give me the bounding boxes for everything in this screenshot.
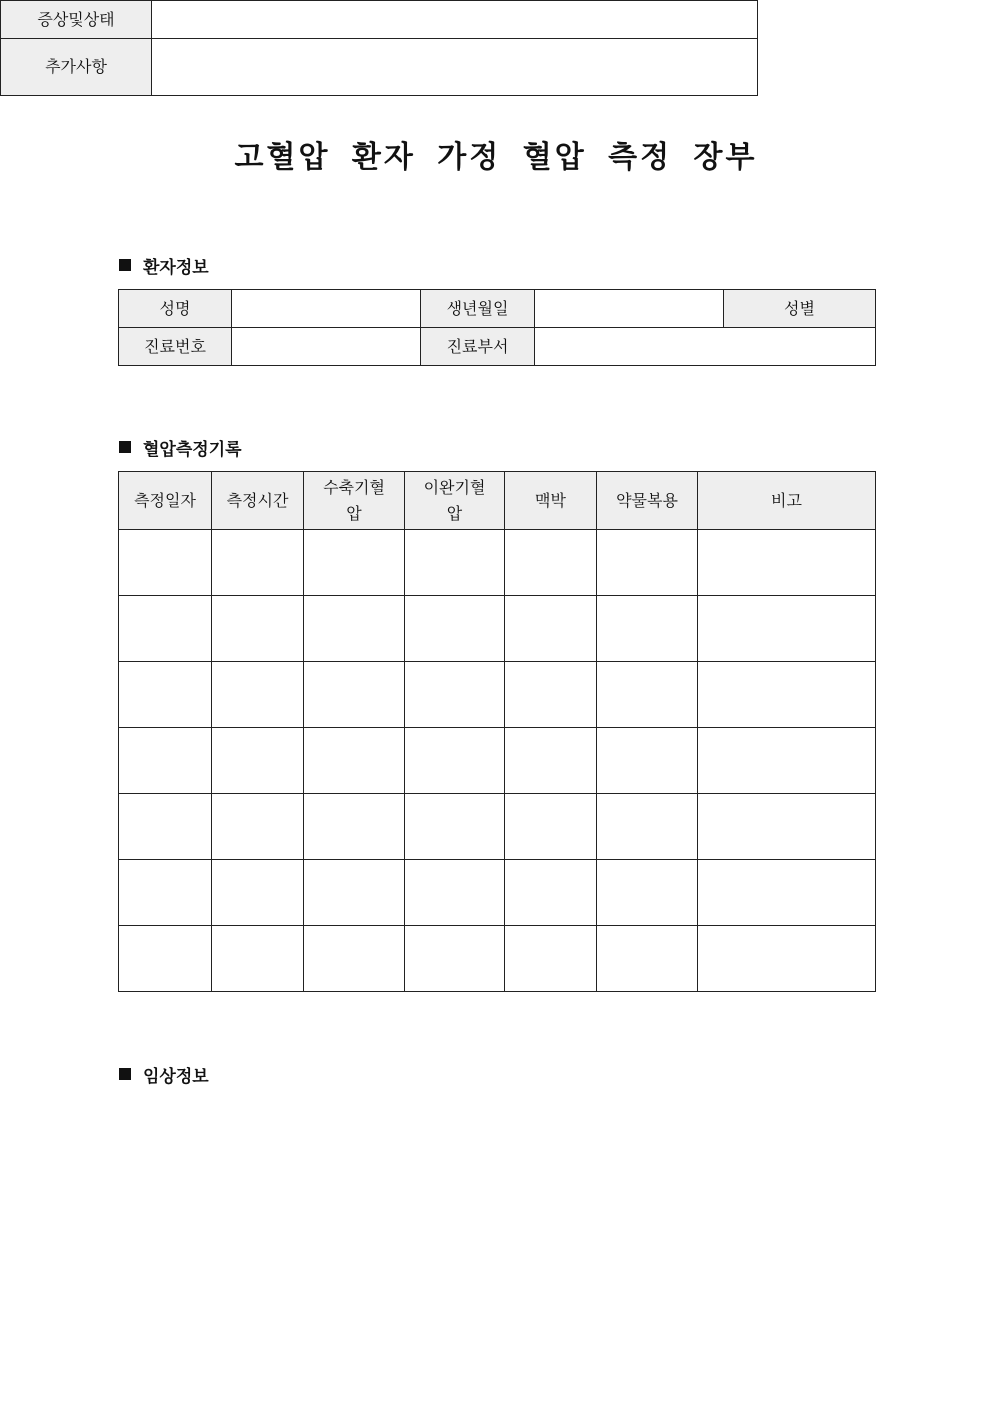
record-cell[interactable]	[304, 860, 405, 926]
bp-section-title: 혈압측정기록	[143, 439, 242, 460]
patient-info-table	[118, 289, 876, 366]
gender-label: 성별	[724, 290, 876, 328]
table-row	[119, 662, 876, 728]
table-row	[119, 596, 876, 662]
patient-section-heading	[119, 253, 209, 277]
department-label: 진료부서	[421, 328, 535, 366]
record-cell[interactable]	[119, 530, 212, 596]
record-cell[interactable]	[119, 794, 212, 860]
record-cell[interactable]	[597, 926, 698, 992]
record-cell[interactable]	[405, 530, 505, 596]
record-cell[interactable]	[304, 662, 405, 728]
name-field[interactable]	[232, 290, 421, 328]
record-cell[interactable]	[119, 596, 212, 662]
record-cell[interactable]	[304, 926, 405, 992]
record-cell[interactable]	[119, 728, 212, 794]
record-cell[interactable]	[212, 860, 304, 926]
notes-label: 추가사항	[1, 39, 152, 96]
record-cell[interactable]	[212, 794, 304, 860]
birth-label: 생년월일	[421, 290, 535, 328]
record-cell[interactable]	[405, 926, 505, 992]
record-cell[interactable]	[119, 860, 212, 926]
record-cell[interactable]	[212, 662, 304, 728]
record-cell[interactable]	[505, 662, 597, 728]
table-row	[119, 926, 876, 992]
record-cell[interactable]	[505, 530, 597, 596]
square-bullet-icon	[119, 1068, 131, 1080]
record-cell[interactable]	[212, 728, 304, 794]
column-header-medication: 약물복용	[597, 472, 698, 530]
record-cell[interactable]	[698, 860, 876, 926]
record-cell[interactable]	[405, 728, 505, 794]
record-cell[interactable]	[698, 728, 876, 794]
record-cell[interactable]	[405, 794, 505, 860]
symptom-label: 증상및상태	[1, 1, 152, 39]
column-header-systolic: 수축기혈압	[304, 472, 405, 530]
record-cell[interactable]	[119, 662, 212, 728]
record-cell[interactable]	[505, 728, 597, 794]
record-cell[interactable]	[405, 860, 505, 926]
record-cell[interactable]	[405, 662, 505, 728]
record-cell[interactable]	[698, 596, 876, 662]
clinical-section-heading	[119, 1062, 209, 1086]
record-cell[interactable]	[597, 794, 698, 860]
record-cell[interactable]	[597, 860, 698, 926]
record-cell[interactable]	[119, 926, 212, 992]
column-header-time: 측정시간	[212, 472, 304, 530]
record-cell[interactable]	[597, 728, 698, 794]
square-bullet-icon	[119, 441, 131, 453]
record-cell[interactable]	[304, 728, 405, 794]
table-row	[119, 728, 876, 794]
column-header-diastolic: 이완기혈압	[405, 472, 505, 530]
record-cell[interactable]	[212, 530, 304, 596]
clinical-info-table	[0, 0, 758, 96]
record-cell[interactable]	[698, 530, 876, 596]
record-cell[interactable]	[698, 794, 876, 860]
name-label: 성명	[119, 290, 232, 328]
record-cell[interactable]	[304, 530, 405, 596]
column-header-date: 측정일자	[119, 472, 212, 530]
symptom-field[interactable]	[152, 1, 758, 39]
record-cell[interactable]	[212, 596, 304, 662]
square-bullet-icon	[119, 259, 131, 271]
table-row	[119, 530, 876, 596]
column-header-pulse: 맥박	[505, 472, 597, 530]
notes-field[interactable]	[152, 39, 758, 96]
record-no-field[interactable]	[232, 328, 421, 366]
clinical-section-title: 임상정보	[143, 1066, 209, 1087]
record-cell[interactable]	[505, 926, 597, 992]
table-row	[119, 794, 876, 860]
column-header-remarks: 비고	[698, 472, 876, 530]
table-row	[119, 860, 876, 926]
bp-section-heading	[119, 435, 242, 459]
record-cell[interactable]	[698, 662, 876, 728]
record-cell[interactable]	[505, 794, 597, 860]
document-title: 고혈압 환자 가정 혈압 측정 장부	[234, 140, 758, 175]
record-cell[interactable]	[304, 794, 405, 860]
record-cell[interactable]	[505, 860, 597, 926]
record-cell[interactable]	[597, 596, 698, 662]
birth-field[interactable]	[535, 290, 724, 328]
record-cell[interactable]	[505, 596, 597, 662]
record-cell[interactable]	[597, 662, 698, 728]
record-cell[interactable]	[304, 596, 405, 662]
patient-section-title: 환자정보	[143, 257, 209, 278]
record-cell[interactable]	[698, 926, 876, 992]
record-cell[interactable]	[212, 926, 304, 992]
table-header-row	[119, 472, 876, 530]
record-cell[interactable]	[405, 596, 505, 662]
record-no-label: 진료번호	[119, 328, 232, 366]
record-cell[interactable]	[597, 530, 698, 596]
bp-record-table	[118, 471, 876, 992]
department-field[interactable]	[535, 328, 876, 366]
